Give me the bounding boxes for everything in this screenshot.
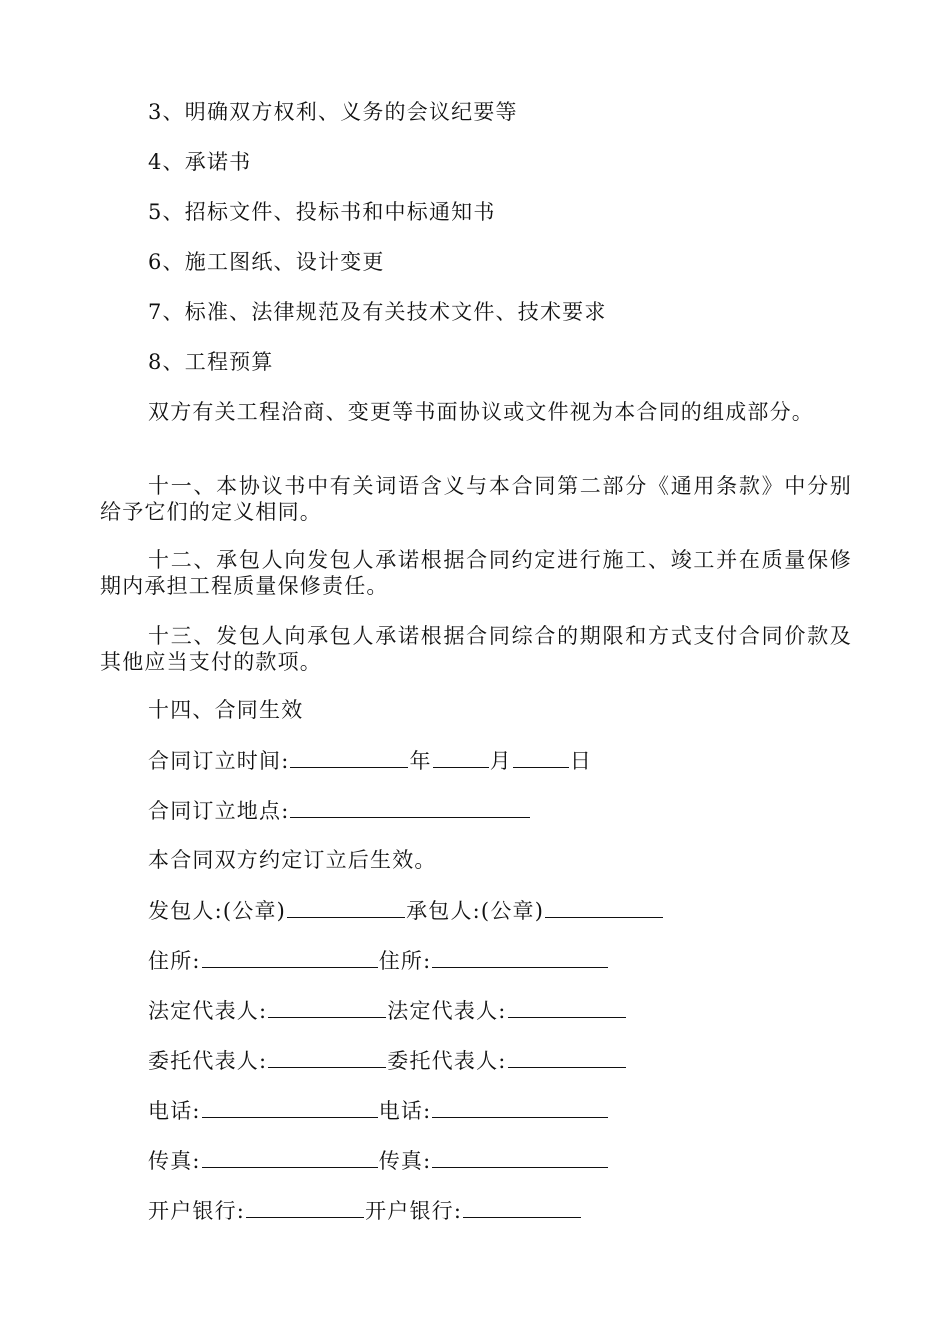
contractor-seal-blank[interactable] [545, 897, 663, 918]
year-blank[interactable] [290, 747, 408, 768]
employer-fax-blank[interactable] [202, 1147, 378, 1168]
day-label: 日 [569, 749, 593, 773]
contractor-fax-blank[interactable] [432, 1147, 608, 1168]
employer-agent-blank[interactable] [268, 1047, 386, 1068]
clause-14: 十四、合同生效 [148, 698, 304, 722]
agent-row [148, 1047, 627, 1074]
place-blank[interactable] [290, 797, 530, 818]
contractor-fax-label: 传真: [378, 1149, 432, 1173]
contractor-address-blank[interactable] [432, 947, 608, 968]
employer-address-blank[interactable] [202, 947, 378, 968]
contractor-bank-label: 开户银行: [365, 1199, 463, 1223]
statement-paragraph: 双方有关工程洽商、变更等书面协议或文件视为本合同的组成部分。 [148, 400, 814, 424]
list-item-5: 5、招标文件、投标书和中标通知书 [148, 200, 496, 224]
contractor-seal-label: 承包人:(公章) [406, 899, 545, 923]
contractor-phone-label: 电话: [378, 1099, 432, 1123]
employer-seal-blank[interactable] [287, 897, 405, 918]
employer-seal-label: 发包人:(公章) [148, 899, 287, 923]
list-item-6: 6、施工图纸、设计变更 [148, 250, 385, 274]
contractor-bank-blank[interactable] [463, 1197, 581, 1218]
employer-bank-label: 开户银行: [148, 1199, 246, 1223]
contractor-address-label: 住所: [378, 949, 432, 973]
employer-agent-label: 委托代表人: [148, 1049, 268, 1073]
contractor-agent-label: 委托代表人: [387, 1049, 507, 1073]
bank-row [148, 1197, 582, 1224]
clause-13: 十三、发包人向承包人承诺根据合同综合的期限和方式支付合同价款及其他应当支付的款项。 [100, 624, 852, 674]
year-label: 年 [409, 749, 432, 773]
list-item-8: 8、工程预算 [148, 350, 274, 374]
list-item-3: 3、明确双方权利、义务的会议纪要等 [148, 100, 518, 124]
address-row [148, 947, 609, 974]
phone-row [148, 1097, 609, 1124]
employer-phone-blank[interactable] [202, 1097, 378, 1118]
signing-place-row [148, 797, 531, 824]
employer-bank-blank[interactable] [246, 1197, 364, 1218]
list-item-4: 4、承诺书 [148, 150, 252, 174]
contractor-legal-rep-blank[interactable] [508, 997, 626, 1018]
seal-row [148, 897, 664, 924]
signing-time-row [148, 747, 592, 774]
contractor-agent-blank[interactable] [508, 1047, 626, 1068]
employer-legal-rep-label: 法定代表人: [148, 999, 268, 1023]
fax-row [148, 1147, 609, 1174]
month-label: 月 [489, 749, 512, 773]
signing-place-label: 合同订立地点: [148, 799, 290, 823]
contractor-phone-blank[interactable] [432, 1097, 608, 1118]
employer-phone-label: 电话: [148, 1099, 201, 1123]
employer-legal-rep-blank[interactable] [268, 997, 386, 1018]
employer-fax-label: 传真: [148, 1149, 201, 1173]
day-blank[interactable] [513, 747, 569, 768]
list-item-7: 7、标准、法律规范及有关技术文件、技术要求 [148, 300, 607, 324]
clause-11: 十一、本协议书中有关词语含义与本合同第二部分《通用条款》中分别给予它们的定义相同。 [100, 474, 852, 524]
effective-statement: 本合同双方约定订立后生效。 [148, 848, 437, 872]
clause-12: 十二、承包人向发包人承诺根据合同约定进行施工、竣工并在质量保修期内承担工程质量保修责任。 [100, 548, 852, 598]
month-blank[interactable] [433, 747, 489, 768]
employer-address-label: 住所: [148, 949, 201, 973]
contractor-legal-rep-label: 法定代表人: [387, 999, 507, 1023]
signing-time-label: 合同订立时间: [148, 749, 290, 773]
legal-rep-row [148, 997, 627, 1024]
